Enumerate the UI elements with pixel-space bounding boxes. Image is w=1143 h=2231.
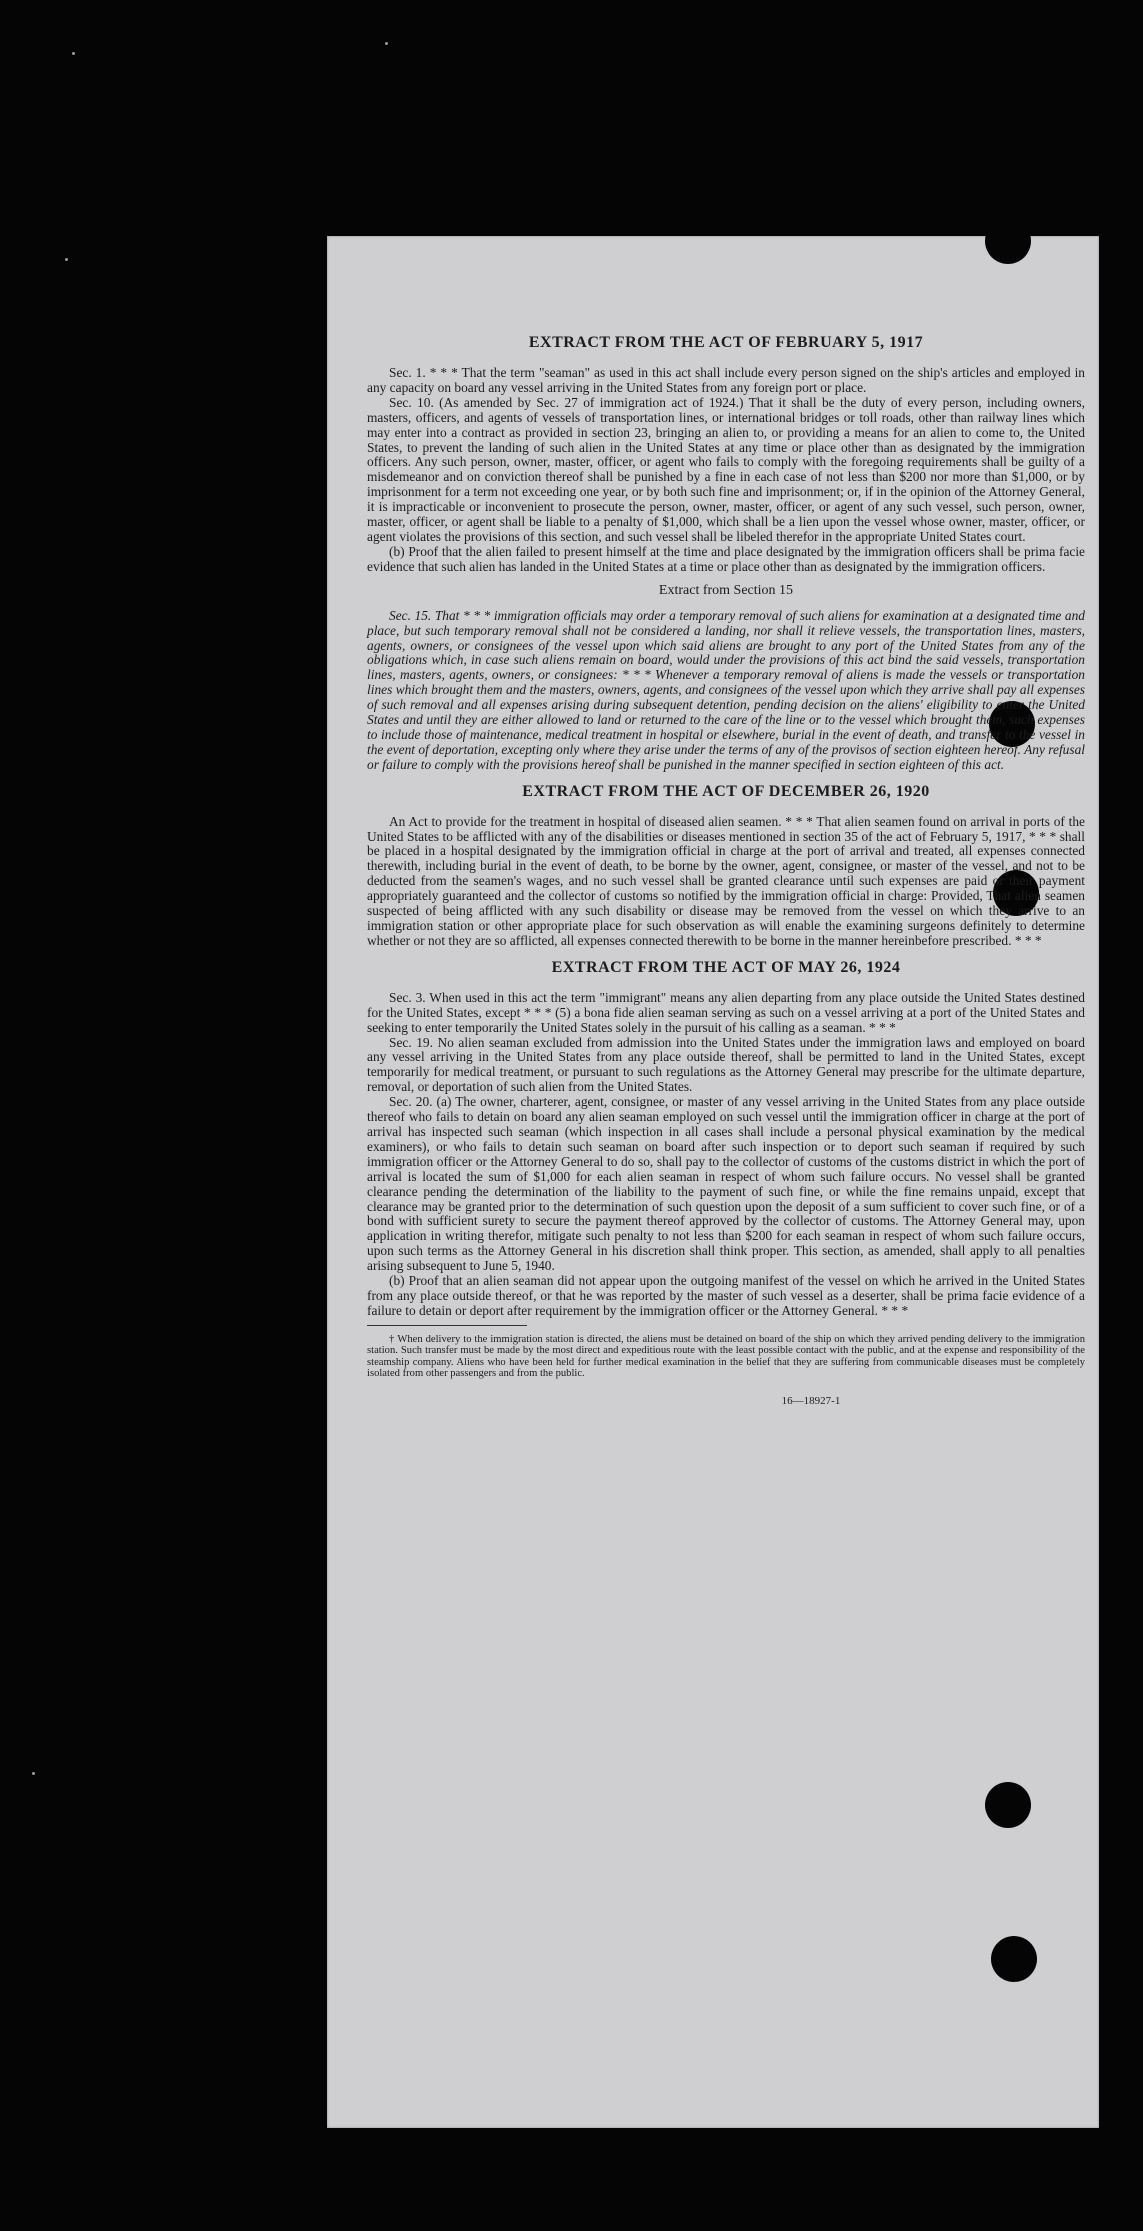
punch-hole	[991, 1936, 1037, 1982]
dust-speck	[65, 258, 68, 261]
section-heading: EXTRACT FROM THE ACT OF MAY 26, 1924	[551, 958, 901, 976]
footnote-divider	[367, 1325, 527, 1326]
subsection-heading: Extract from Section 15	[658, 582, 794, 598]
punch-hole	[985, 1782, 1031, 1828]
dust-speck	[32, 1772, 35, 1775]
paragraph-sec-19: Sec. 19. No alien seaman excluded from admission into the United States under the immigration laws and employed on board any vessel arriving in the United States from any place outside thereof, shall be permitted to land in the United States, except temporarily for medical treatment, or pursuant to such regulations as the Attorney General may prescribe for the ultimate departure, removal, or deportation of such alien from the United States.	[367, 1034, 1085, 1095]
document-body	[367, 334, 1085, 1407]
paragraph-sec-20-b: (b) Proof that an alien seaman did not appear upon the outgoing manifest of the vessel on which he arrived in the United States from any place outside thereof, or that he was reported by the master of such vessel as a deserter, shall be prima facie evidence of a failure to detain or deport after requirement by the immigration officer or the Attorney General. * * *	[367, 1273, 1085, 1318]
paragraph-sec-20-a: Sec. 20. (a) The owner, charterer, agent, consignee, or master of any vessel arriving in the United States from any place outside thereof who fails to detain on board any alien seaman employed on such vessel until the immigration officer in charge at the port of arrival has inspected such seaman (which inspection in all cases shall include a personal physical examination by the medical examiners), or who fails to detain such seaman on board after such inspection or to deport such seaman if required by such immigration officer or the Attorney General to do so, shall pay to the collector of customs of the customs district in which the port of arrival is located the sum of $1,000 for each alien seaman in respect of whom such failure occurs. No vessel shall be granted clearance pending the determination of the liability to the payment of such fine, or while the fine remains unpaid, except that clearance may be granted prior to the determination of such question upon the deposit of a sum sufficient to cover such fine, or of a bond with sufficient surety to secure the payment thereof approved by the collector of customs. The Attorney General may, upon application in writing therefor, mitigate such penalty to not less than $200 for each seaman in respect of whom such failure occurs, upon such terms as the Attorney General in his discretion shall think proper. This section, as amended, shall apply to all penalties arising subsequent to June 5, 1940.	[367, 1094, 1085, 1274]
document-page	[327, 236, 1099, 2128]
section-heading: EXTRACT FROM THE ACT OF DECEMBER 26, 1920	[522, 782, 930, 800]
paragraph-act-1920: An Act to provide for the treatment in hospital of diseased alien seamen. * * * That alien seamen found on arrival in ports of the United States to be afflicted with any of the disabilities or diseases mentioned in section 35 of the act of February 5, 1917, * * * shall be placed in a hospital designated by the immigration official in charge at the port of arrival and treated, all expenses connected therewith, including burial in the event of death, to be borne by the owner, agent, consignee, or master of the vessel, and not to be deducted from the seamen's wages, and no such vessel shall be granted clearance until such expenses are paid or their payment appropriately guaranteed and the collector of customs so notified by the immigration official in charge: Provided, That alien seamen suspected of being afflicted with any such disability or disease may be removed from the vessel on which they arrive to an immigration station or other appropriate place for such observation as will enable the examining surgeons definitely to determine whether or not they are so afflicted, all expenses connected therewith to be borne in the manner hereinbefore prescribed. * * *	[367, 813, 1085, 948]
footnote	[367, 1334, 1085, 1380]
punch-hole	[985, 236, 1031, 264]
paragraph-sec-3: Sec. 3. When used in this act the term "immigrant" means any alien departing from any place outside the United States destined for the United States, except * * * (5) a bona fide alien seaman serving as such on a vessel arriving at a port of the United States and seeking to enter temporarily the United States solely in the pursuit of his calling as a seaman. * * *	[367, 989, 1085, 1035]
section-heading: EXTRACT FROM THE ACT OF FEBRUARY 5, 1917	[528, 334, 924, 351]
dust-speck	[72, 52, 75, 55]
paragraph-sec-10-b: (b) Proof that the alien failed to present himself at the time and place designated by the immigration officers shall be prima facie evidence that such alien has landed in the United States at a time or place other than as designated by the immigration officers.	[367, 543, 1085, 574]
paragraph-sec-10: Sec. 10. (As amended by Sec. 27 of immigration act of 1924.) That it shall be the duty of every person, including owners, masters, officers, and agents of vessels of transportation lines, or international bridges or toll roads, other than railway lines which may enter into a contract as provided in section 23, bringing an alien to, or providing a means for an alien to come to, the United States, to prevent the landing of such alien in the United States at any time or place other than as designated by the immigration officers. Any such person, owner, master, officer, or agent who fails to comply with the foregoing requirements shall be guilty of a misdemeanor and on conviction thereof shall be punished by a fine in each case of not less than $200 nor more than $1,000, or by imprisonment for a term not exceeding one year, or by both such fine and imprisonment; or, if in the opinion of the Attorney General, it is impracticable or inconvenient to prosecute the person, owner, master, officer, or agent of any such vessel, such person, owner, master, officer, or agent shall be liable to a penalty of $1,000, which shall be a lien upon the vessel whose owner, master, officer, or agent violates the provisions of this section, and such vessel shall be libeled therefor in the appropriate United States court.	[367, 394, 1085, 544]
paragraph-sec-15: Sec. 15. That * * * immigration officials may order a temporary removal of such aliens for examination at a designated time and place, but such temporary removal shall not be considered a landing, nor shall it relieve vessels, the transportation lines, masters, agents, owners, or consignees of the vessel upon which said aliens are brought to any port of the United States from any of the obligations which, in case such aliens remain on board, would under the provisions of this act bind the said vessels, transportation lines, masters, agents, owners, or consignees: * * * Whenever a temporary removal of aliens is made the vessels or transportation lines which brought them and the masters, owners, agents, and consignees of the vessel upon which they arrive shall pay all expenses of such removal and all expenses arising during subsequent detention, pending decision on the aliens' eligibility to enter the United States and until they are either allowed to land or returned to the care of the line or to the vessel which brought them, such expenses to include those of maintenance, medical treatment in hospital or elsewhere, burial in the event of death, and transfer to the vessel in the event of deportation, excepting only where they arise under the terms of any of the provisos of section eighteen hereof. Any refusal or failure to comply with the provisions hereof shall be punished in the manner specified in section eighteen of this act.	[367, 607, 1085, 772]
document-number: 16—18927-1	[781, 1395, 841, 1408]
dust-speck	[385, 42, 388, 45]
paragraph-sec-1: Sec. 1. * * * That the term "seaman" as used in this act shall include every person signed on the ship's articles and employed in any capacity on board any vessel arriving in the United States from any foreign port or place.	[367, 365, 1085, 395]
footnote-text: † When delivery to the immigration station is directed, the aliens must be detained on board of the ship on which they arrived pending delivery to the immigration station. Such transfer must be made by the most direct and expeditious route with the least possible contact with the public, and at the expense and responsibility of the steamship company. Aliens who have been held for further medical examination in the belief that they are suffering from communicable diseases must be completely isolated from other passengers and from the public.	[367, 1333, 1085, 1379]
